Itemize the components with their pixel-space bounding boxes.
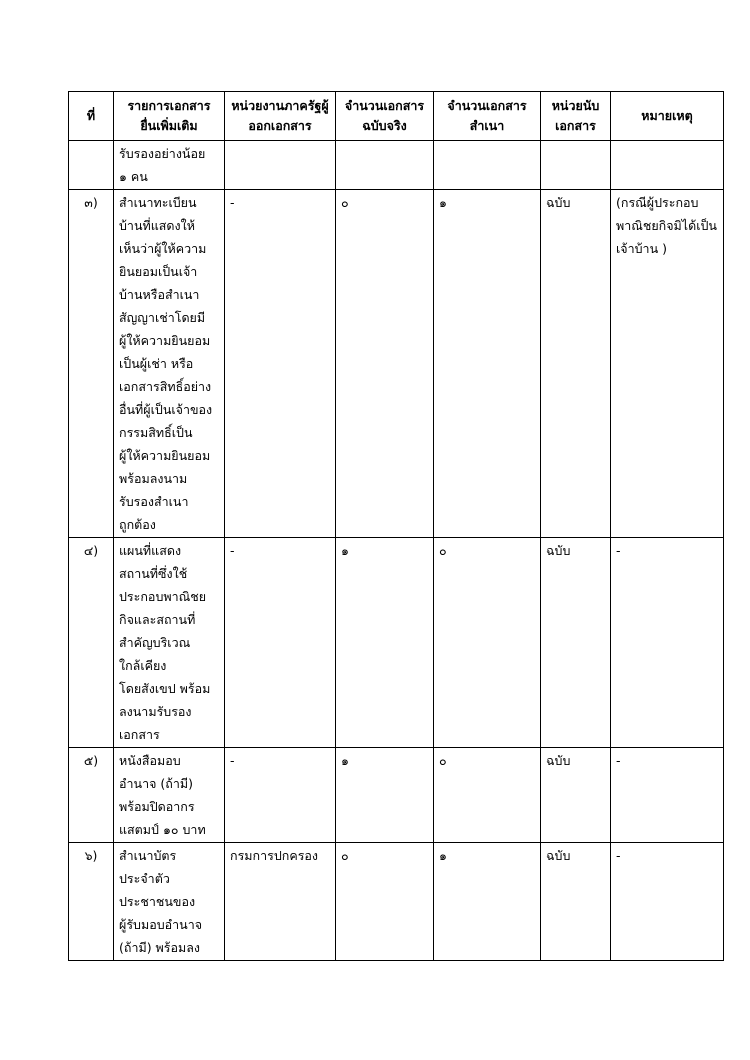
header-text: รายการเอกสาร xyxy=(127,98,211,113)
item-description-line: โดยสังเขป พร้อม xyxy=(119,681,211,696)
item-description-line: ลงนามรับรอง xyxy=(119,704,192,719)
item-description-line: เป็นผู้เช่า หรือ xyxy=(119,356,194,371)
header-agency xyxy=(225,92,336,141)
item-description-line: กรรมสิทธิ์เป็น xyxy=(119,425,193,440)
item-description-line: แผนที่แสดง xyxy=(119,543,182,558)
item-description-line: เอกสารสิทธิ์อย่าง xyxy=(119,379,212,394)
unit: ฉบับ xyxy=(546,195,571,210)
header-text: จำนวนเอกสาร xyxy=(447,98,527,113)
issuing-agency-cell xyxy=(225,190,336,538)
unit-cell xyxy=(541,141,611,190)
item-description-line: แสตมป์ ๑๐ บาท xyxy=(119,822,206,837)
original-count-cell xyxy=(336,843,434,961)
original-count-cell xyxy=(336,141,434,190)
item-number: ๕) xyxy=(83,753,99,768)
item-description-line: ผู้ให้ความยินยอม xyxy=(119,333,211,348)
copy-count-cell xyxy=(434,843,541,961)
item-description-line: หนังสือมอบ xyxy=(119,753,181,768)
copy-count: ๑ xyxy=(439,848,447,863)
item-description-line: ผู้รับมอบอำนาจ xyxy=(119,917,203,932)
header-text: จำนวนเอกสาร xyxy=(344,98,425,113)
issuing-agency-cell xyxy=(225,141,336,190)
item-description-line: รับรองสำเนา xyxy=(119,494,189,509)
note-line: พาณิชยกิจมิได้เป็น xyxy=(616,218,717,233)
header-text: สำเนา xyxy=(469,118,505,133)
item-description-line: สำเนาทะเบียน xyxy=(119,195,197,210)
issuing-agency-cell xyxy=(225,843,336,961)
copy-count: ๑ xyxy=(439,195,447,210)
copy-count: ๐ xyxy=(439,543,447,558)
item-description-cell xyxy=(114,538,225,748)
header-text: ฉบับจริง xyxy=(362,118,407,133)
item-description-cell xyxy=(114,748,225,843)
item-description-line: พร้อมลงนาม xyxy=(119,471,188,486)
original-count-cell xyxy=(336,748,434,843)
header-text: ที่ xyxy=(86,108,96,123)
unit: ฉบับ xyxy=(546,543,571,558)
copy-count-cell xyxy=(434,141,541,190)
header-text: หมายเหตุ xyxy=(641,108,693,123)
header-text: หน่วยงานภาครัฐผู้ xyxy=(231,98,329,113)
item-description-line: ใกล้เคียง xyxy=(119,658,167,673)
item-description-line: (ถ้ามี) พร้อมลง xyxy=(119,940,201,955)
item-description-cell xyxy=(114,190,225,538)
issuing-agency: - xyxy=(230,195,235,210)
original-count: ๐ xyxy=(341,195,349,210)
note-line: - xyxy=(616,543,621,558)
copy-count-cell xyxy=(434,538,541,748)
unit-cell xyxy=(541,538,611,748)
header-item xyxy=(114,92,225,141)
item-description-line: ประชาชนของ xyxy=(119,894,196,909)
original-count: ๐ xyxy=(341,848,349,863)
item-number: ๔) xyxy=(83,543,99,558)
original-count-cell xyxy=(336,538,434,748)
issuing-agency: - xyxy=(230,753,235,768)
item-description-cell xyxy=(114,843,225,961)
table-row xyxy=(69,141,724,190)
issuing-agency-cell xyxy=(225,538,336,748)
copy-count-cell xyxy=(434,748,541,843)
item-description-line: เห็นว่าผู้ให้ความ xyxy=(119,241,207,256)
item-description-line: ผู้ให้ความยินยอม xyxy=(119,448,211,463)
item-description-line: สัญญาเช่าโดยมี xyxy=(119,310,206,325)
note-cell xyxy=(611,843,724,961)
item-number-cell xyxy=(69,538,114,748)
item-number: ๖) xyxy=(84,848,98,863)
item-description-line: อำนาจ (ถ้ามี) xyxy=(119,776,193,791)
item-number-cell xyxy=(69,190,114,538)
unit-cell xyxy=(541,190,611,538)
table-row xyxy=(69,538,724,748)
header-text: ออกเอกสาร xyxy=(248,118,312,133)
note-cell xyxy=(611,538,724,748)
unit-cell xyxy=(541,748,611,843)
original-count-cell xyxy=(336,190,434,538)
note-line: - xyxy=(616,753,621,768)
note-cell xyxy=(611,190,724,538)
note-cell xyxy=(611,141,724,190)
item-description-line: รับรองอย่างน้อย xyxy=(119,146,206,161)
header-row xyxy=(69,92,724,141)
item-description-line: เอกสาร xyxy=(119,727,160,742)
issuing-agency: - xyxy=(230,543,235,558)
item-description-line: ยินยอมเป็นเจ้า xyxy=(119,264,198,279)
unit: ฉบับ xyxy=(546,848,571,863)
header-text: หน่วยนับ xyxy=(551,98,600,113)
note-line: - xyxy=(616,848,621,863)
table-row xyxy=(69,843,724,961)
item-description-line: ถูกต้อง xyxy=(119,517,156,532)
copy-count-cell xyxy=(434,190,541,538)
note-line: (กรณีผู้ประกอบ xyxy=(616,195,699,210)
note-cell xyxy=(611,748,724,843)
item-description-line: ประจำตัว xyxy=(119,871,170,886)
unit-cell xyxy=(541,843,611,961)
item-description-line: ๑ คน xyxy=(119,169,148,184)
item-number: ๓) xyxy=(84,195,98,210)
header-note xyxy=(611,92,724,141)
item-description-line: สำเนาบัตร xyxy=(119,848,177,863)
original-count: ๑ xyxy=(341,753,349,768)
table-body xyxy=(69,141,724,961)
header-no xyxy=(69,92,114,141)
item-description-line: ประกอบพาณิชย xyxy=(119,589,207,604)
table-row xyxy=(69,748,724,843)
issuing-agency-cell xyxy=(225,748,336,843)
original-count: ๑ xyxy=(341,543,349,558)
item-description-line: สำคัญบริเวณ xyxy=(119,635,191,650)
table-row xyxy=(69,190,724,538)
item-description-line: กิจและสถานที่ xyxy=(119,612,196,627)
item-description-line: บ้านที่แสดงให้ xyxy=(119,218,195,233)
copy-count: ๐ xyxy=(439,753,447,768)
header-text: ยื่นเพิ่มเติม xyxy=(140,118,198,133)
unit: ฉบับ xyxy=(546,753,571,768)
header-text: เอกสาร xyxy=(555,118,596,133)
header-unit xyxy=(541,92,611,141)
item-description-line: สถานที่ซึ่งใช้ xyxy=(119,566,188,581)
item-description-cell xyxy=(114,141,225,190)
item-number-cell xyxy=(69,843,114,961)
documents-table xyxy=(68,91,724,961)
note-line: เจ้าบ้าน ) xyxy=(616,241,667,256)
item-description-line: พร้อมปิดอากร xyxy=(119,799,195,814)
issuing-agency: กรมการปกครอง xyxy=(230,848,319,863)
item-number-cell xyxy=(69,141,114,190)
item-description-line: บ้านหรือสำเนา xyxy=(119,287,200,302)
item-number-cell xyxy=(69,748,114,843)
header-copy xyxy=(434,92,541,141)
header-original xyxy=(336,92,434,141)
item-description-line: อื่นที่ผู้เป็นเจ้าของ xyxy=(119,402,213,417)
